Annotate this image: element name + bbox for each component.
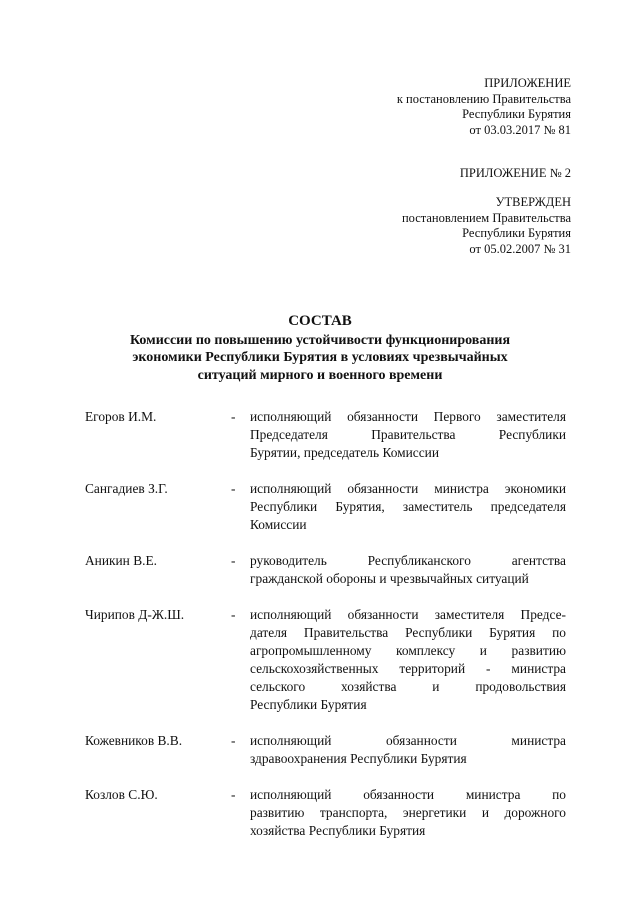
member-entry xyxy=(85,552,566,588)
member-role-line: Комиссии xyxy=(250,517,307,532)
appendix-2-header xyxy=(460,166,571,182)
member-role-line: хозяйства Республики Бурятия xyxy=(250,823,426,838)
appendix-date-number: от 03.03.2017 № 81 xyxy=(469,122,571,137)
document-subtitle-line: Комиссии по повышению устойчивости функционирования xyxy=(129,332,511,348)
member-role-line: гражданской обороны и чрезвычайных ситуаций xyxy=(250,571,529,586)
document-subtitle-line: ситуаций мирного и военного времени xyxy=(197,367,443,383)
member-role-line: здравоохранения Республики Бурятия xyxy=(250,751,467,766)
document-subtitle-line: экономики Республики Бурятия в условиях чрезвычайных xyxy=(132,350,508,366)
member-role xyxy=(250,606,566,714)
member-role-line: исполняющий обязанности заместителя Предсе- xyxy=(250,607,566,622)
approved-resolution-line: постановлением Правительства xyxy=(401,210,571,225)
member-dash: - xyxy=(231,607,236,622)
member-role-line: сельского хозяйства и продовольствия xyxy=(250,679,566,694)
member-role-line: исполняющий обязанности министра по xyxy=(250,787,566,802)
member-entry xyxy=(85,732,566,768)
member-role-line: исполняющий обязанности Первого заместителя xyxy=(250,409,566,424)
appendix-resolution-line: к постановлению Правительства xyxy=(396,91,571,106)
document-title-block xyxy=(60,313,580,384)
appendix-2-label: ПРИЛОЖЕНИЕ № 2 xyxy=(459,166,571,180)
member-dash: - xyxy=(231,787,236,802)
approved-date-number: от 05.02.2007 № 31 xyxy=(469,241,571,256)
member-dash: - xyxy=(231,553,236,568)
member-name: Козлов С.Ю. xyxy=(85,787,158,802)
member-dash: - xyxy=(231,481,236,496)
member-name: Егоров И.М. xyxy=(85,409,157,424)
member-role-line: Бурятии, председатель Комиссии xyxy=(250,445,440,460)
member-name: Аникин В.Е. xyxy=(85,553,157,568)
member-role-line: дателя Правительства Республики Бурятия по xyxy=(250,625,566,640)
member-dash: - xyxy=(231,733,236,748)
member-name: Сангадиев З.Г. xyxy=(85,481,168,496)
member-name: Кожевников В.В. xyxy=(85,733,183,748)
member-role-line: Республики Бурятия xyxy=(250,697,367,712)
member-role-line: агропромышленному комплексу и развитию xyxy=(250,643,566,658)
member-entry xyxy=(85,408,566,462)
appendix-header xyxy=(397,76,571,138)
member-role-line: исполняющий обязанности министра xyxy=(250,733,566,748)
member-dash: - xyxy=(231,409,236,424)
member-role-line: руководитель Республиканского агентства xyxy=(250,553,566,568)
member-role-line: развитию транспорта, энергетики и дорожного xyxy=(250,805,566,820)
member-name: Чирипов Д-Ж.Ш. xyxy=(85,607,185,622)
member-role xyxy=(250,408,566,462)
member-role-line: Республики Бурятия, заместитель председателя xyxy=(250,499,566,514)
approved-republic-line: Республики Бурятия xyxy=(462,226,571,241)
member-role-line: исполняющий обязанности министра экономики xyxy=(250,481,566,496)
member-entry xyxy=(85,606,566,714)
member-role-line: Председателя Правительства Республики xyxy=(250,427,566,442)
member-entry xyxy=(85,480,566,534)
approved-label: УТВЕРЖДЕН xyxy=(495,195,571,209)
member-role xyxy=(250,552,566,588)
member-entry xyxy=(85,786,566,840)
member-role-line: сельскохозяйственных территорий - министра xyxy=(250,661,566,676)
approved-header xyxy=(402,195,571,257)
member-role xyxy=(250,786,566,840)
appendix-republic-line: Республики Бурятия xyxy=(462,107,571,122)
member-role xyxy=(250,732,566,768)
document-title: СОСТАВ xyxy=(288,313,352,329)
appendix-label: ПРИЛОЖЕНИЕ xyxy=(484,76,571,90)
member-list xyxy=(85,408,566,858)
member-role xyxy=(250,480,566,534)
